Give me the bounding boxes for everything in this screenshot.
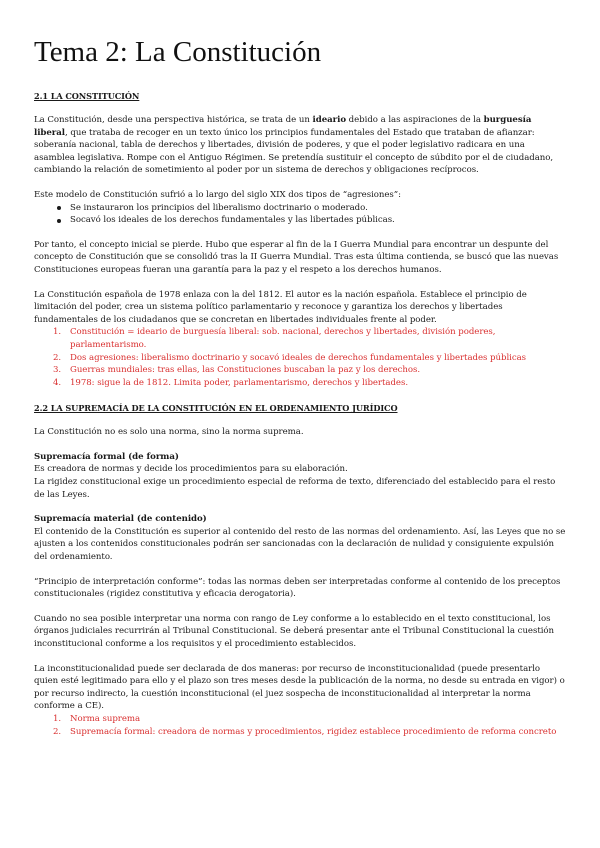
item-number: 2.: [53, 726, 62, 737]
formal-heading-text: Supremacía formal (de forma): [34, 451, 179, 462]
paragraph-origin: [34, 114, 566, 177]
material-heading: [34, 513, 566, 526]
item-number: 4.: [53, 377, 62, 388]
material-text: El contenido de la Constitución es superior al contenido del resto de las normas del ordenamiento. Así, las Leyes que no se ajusten a los contenidos constitucionales podrán ser sancionadas con la declaración de nulidad y consiguiente expulsión del ordenamiento.: [34, 526, 566, 563]
paragraph-guerras: Por tanto, el concepto inicial se pierde. Hubo que esperar al fin de la I Guerra Mundial para encontrar un despunte del concepto de Constitución que se consolidó tras la II Guerra Mundial. Tras esta última contienda, se buscó que las nuevas Constituciones europeas fueran una garantía para la paz y el respeto a los derechos humanos.: [34, 239, 559, 275]
paragraph-inconstitucionalidad: La inconstitucionalidad puede ser declarada de dos maneras: por recurso de inconstitucionalidad (puede presentarlo quien esté legitimado para ello y el plazo son tres meses desde la publicación de la norma, no desde su entrada en vigor) o por recurso indirecto, la cuestión inconstitucional (el juez sospecha de inconstitucionalidad al interpretar la norma conforme a CE).: [34, 663, 565, 712]
formal-line-1: Es creadora de normas y decide los procedimientos para su elaboración.: [34, 464, 348, 475]
agresiones-list: [34, 202, 566, 227]
text-run: , que trataba de recoger en un texto único los principios fundamentales del Estado que trataban de afianzar: soberanía nacional, tabla de derechos y libertades, división de poderes, y que el poder legislativo radicara en una asamblea legislativa. Rompe con el Antiguo Régimen. Se pretendía sustituir el concepto de súbdito por el de ciudadano, cambiando la relación de sometimiento al poder por un sistema de derechos y obligaciones recíprocos.: [34, 127, 554, 176]
list-item: Socavó los ideales de los derechos fundamentales y las libertades públicas.: [70, 214, 566, 227]
formal-heading: [34, 451, 566, 464]
paragraph-norma-suprema: La Constitución no es solo una norma, sino la norma suprema.: [34, 427, 304, 438]
item-text: Constitución = ideario de burguesía liberal: sob. nacional, derechos y libertades, división poderes, parlamentarismo.: [70, 327, 496, 350]
item-text: Dos agresiones: liberalismo doctrinario y socavó ideales de derechos fundamentales y libertades públicas: [70, 352, 527, 363]
item-number: 1.: [53, 327, 62, 338]
paragraph-tribunal: Cuando no sea posible interpretar una norma con rango de Ley conforme a lo establecido en el texto constitucional, los órganos judiciales recurrirán al Tribunal Constitucional. Se deberá presentar ante el Tribunal Constitucional la cuestión inconstitucional conforme a los requisitos y el procedimiento establecidos.: [34, 613, 555, 649]
item-text: Supremacía formal: creadora de normas y procedimientos, rigidez establece procedimiento de reforma concreto: [70, 726, 557, 737]
summary-list-section-1: [34, 326, 566, 389]
summary-item: [53, 726, 566, 739]
section-heading-2-1: 2.1 LA CONSTITUCIÓN: [34, 91, 140, 101]
paragraph-principio: “Principio de interpretación conforme”: todas las normas deben ser interpretadas conforme al contenido de los preceptos constitucionales (rigidez constitutiva y eficacia derogatoria).: [34, 576, 561, 600]
summary-item: [53, 326, 566, 351]
bold-term-ideario: ideario: [312, 115, 346, 125]
section-heading-2-2: 2.2 LA SUPREMACÍA DE LA CONSTITUCIÓN EN EL ORDENAMIENTO JURÍDICO: [34, 403, 398, 414]
summary-item: [53, 364, 566, 377]
paragraph-agresiones: Este modelo de Constitución sufrió a lo largo del siglo XIX dos tipos de “agresiones”:: [34, 189, 401, 200]
summary-list-section-2: [34, 713, 566, 738]
summary-item: [53, 352, 566, 365]
summary-item: [53, 713, 566, 726]
item-text: 1978: sigue la de 1812. Limita poder, parlamentarismo, derechos y libertades.: [70, 377, 408, 388]
text-run: debido a las aspiraciones de la: [346, 115, 484, 125]
formal-line-2: La rigidez constitucional exige un procedimiento especial de reforma de texto, diferenciado del establecido para el resto de las Leyes.: [34, 477, 556, 500]
material-heading-text: Supremacía material (de contenido): [34, 514, 207, 525]
list-item: Se instauraron los principios del liberalismo doctrinario o moderado.: [70, 202, 566, 215]
paragraph-1978: La Constitución española de 1978 enlaza con la del 1812. El autor es la nación española. Establece el principio de limitación del poder, crea un sistema político parlamentario y reconoce y garantiza los derechos y libertades fundamentales de los ciudadanos que se concretan en libertades individuales frente al poder.: [34, 289, 527, 325]
page-title: Tema 2: La Constitución: [34, 36, 322, 68]
bold-term-burguesia: burguesía liberal: [34, 115, 532, 138]
item-text: Norma suprema: [70, 713, 141, 724]
item-text: Guerras mundiales: tras ellas, las Constituciones buscaban la paz y los derechos.: [70, 365, 421, 376]
text-run: La Constitución, desde una perspectiva histórica, se trata de un: [34, 115, 313, 125]
item-number: 3.: [53, 365, 62, 376]
summary-item: [53, 377, 566, 390]
item-number: 1.: [53, 713, 62, 724]
item-number: 2.: [53, 352, 62, 363]
